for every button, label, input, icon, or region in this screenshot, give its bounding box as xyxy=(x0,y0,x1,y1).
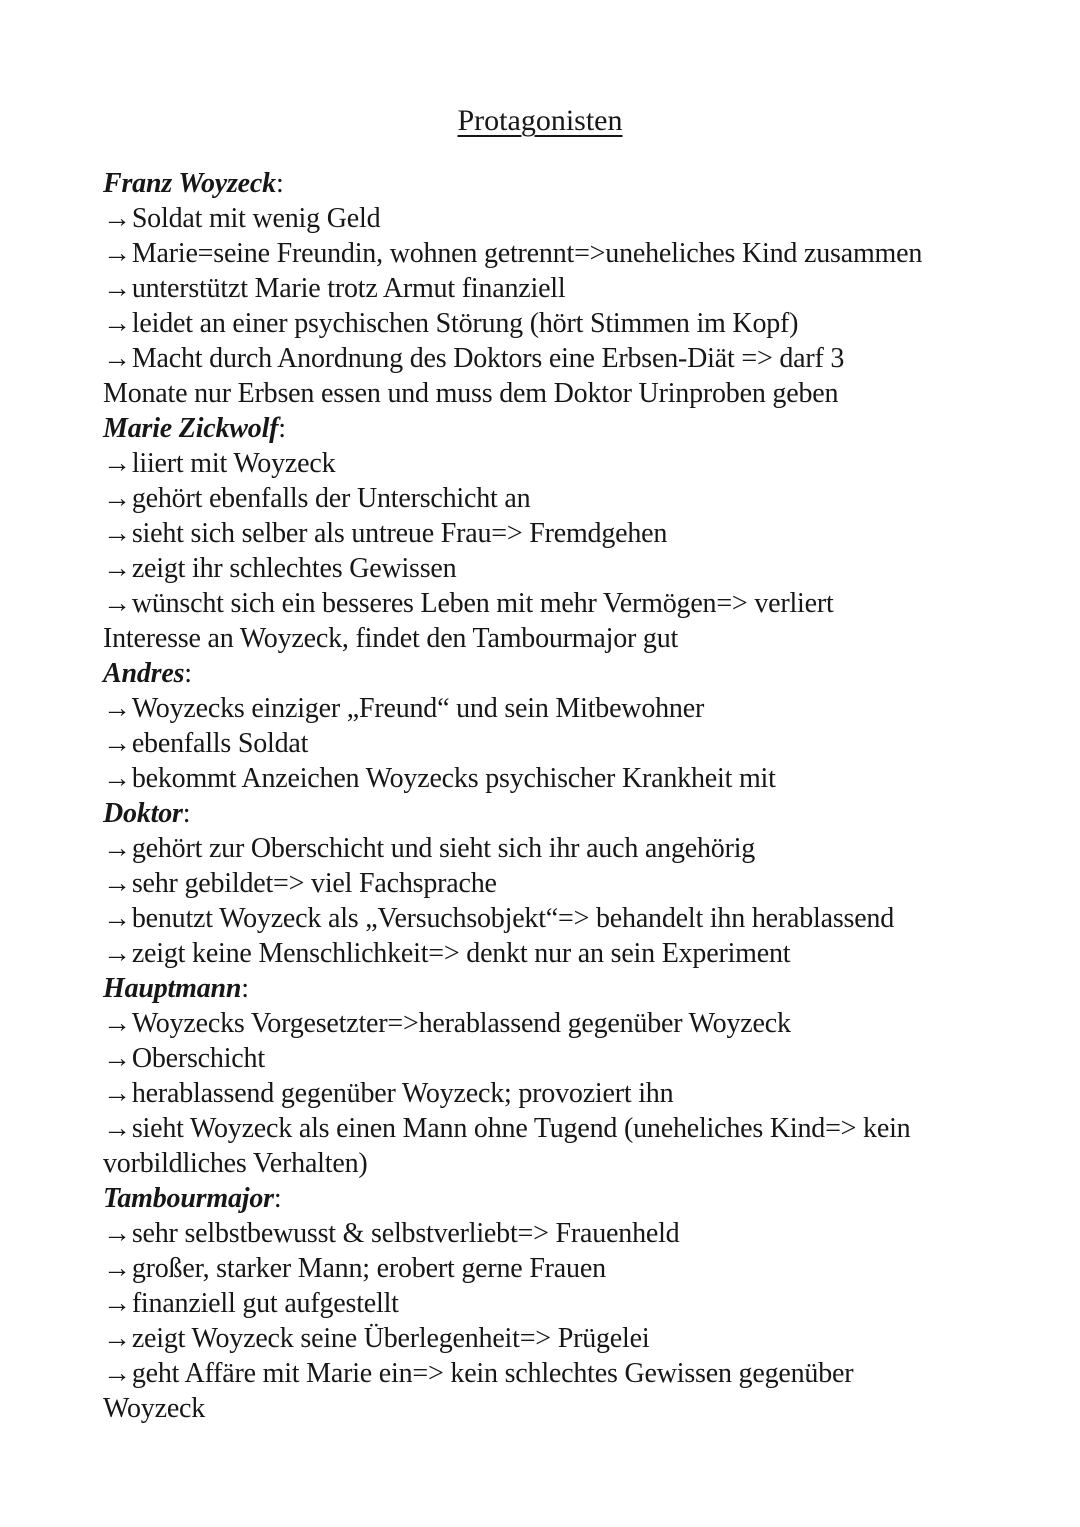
bullet-item xyxy=(103,1286,977,1321)
bullet-text: vorbildliches Verhalten) xyxy=(103,1148,368,1179)
arrow-icon: → xyxy=(103,343,131,374)
section-name: Hauptmann xyxy=(103,973,242,1004)
bullet-text: liiert mit Woyzeck xyxy=(131,448,336,479)
arrow-icon: → xyxy=(103,1218,131,1249)
bullet-text: Woyzecks einziger „Freund“ und sein Mitbewohner xyxy=(131,693,705,724)
bullet-text: bekommt Anzeichen Woyzecks psychischer Krankheit mit xyxy=(131,763,776,794)
arrow-icon: → xyxy=(103,1043,131,1074)
section-colon: : xyxy=(273,1183,282,1214)
bullet-item xyxy=(103,236,977,271)
section-heading-marie-zickwolf xyxy=(103,411,977,446)
arrow-icon: → xyxy=(103,833,131,864)
arrow-icon: → xyxy=(103,868,131,899)
arrow-icon: → xyxy=(103,448,131,479)
section-heading-hauptmann xyxy=(103,971,977,1006)
bullet-first-line xyxy=(103,1216,977,1251)
bullet-first-line xyxy=(103,201,977,236)
bullet-text: gehört ebenfalls der Unterschicht an xyxy=(131,483,531,514)
bullet-first-line xyxy=(103,1356,977,1391)
bullet-item xyxy=(103,306,977,341)
bullet-text: sieht sich selber als untreue Frau=> Fremdgehen xyxy=(131,518,668,549)
bullet-text: wünscht sich ein besseres Leben mit mehr Vermögen=> verliert xyxy=(131,588,834,619)
bullet-item xyxy=(103,691,977,726)
bullet-text: gehört zur Oberschicht und sieht sich ihr auch angehörig xyxy=(131,833,756,864)
bullet-item xyxy=(103,761,977,796)
bullet-text: Woyzeck xyxy=(103,1393,206,1424)
bullet-first-line xyxy=(103,446,977,481)
bullet-text: Interesse an Woyzeck, findet den Tambourmajor gut xyxy=(103,623,679,654)
bullet-item xyxy=(103,1356,977,1426)
bullet-first-line xyxy=(103,516,977,551)
bullet-text: sieht Woyzeck als einen Mann ohne Tugend (uneheliches Kind=> kein xyxy=(131,1113,911,1144)
arrow-icon: → xyxy=(103,203,131,234)
bullet-first-line xyxy=(103,831,977,866)
bullet-text: Monate nur Erbsen essen und muss dem Doktor Urinproben geben xyxy=(103,378,839,409)
bullet-item xyxy=(103,446,977,481)
bullet-text: zeigt Woyzeck seine Überlegenheit=> Prügelei xyxy=(131,1323,650,1354)
bullet-text: sehr selbstbewusst & selbstverliebt=> Frauenheld xyxy=(131,1218,680,1249)
section-name: Tambourmajor xyxy=(103,1183,274,1214)
bullet-item xyxy=(103,481,977,516)
bullet-item xyxy=(103,586,977,656)
bullet-continuation-line xyxy=(103,376,977,411)
bullet-first-line xyxy=(103,551,977,586)
bullet-first-line xyxy=(103,306,977,341)
section-name: Marie Zickwolf xyxy=(103,413,279,444)
bullet-text: geht Affäre mit Marie ein=> kein schlechtes Gewissen gegenüber xyxy=(131,1358,854,1389)
bullet-item xyxy=(103,341,977,411)
bullet-item xyxy=(103,271,977,306)
bullet-text: herablassend gegenüber Woyzeck; provoziert ihn xyxy=(131,1078,674,1109)
arrow-icon: → xyxy=(103,1253,131,1284)
bullet-first-line xyxy=(103,866,977,901)
arrow-icon: → xyxy=(103,1113,131,1144)
bullet-first-line xyxy=(103,341,977,376)
bullet-text: Marie=seine Freundin, wohnen getrennt=>uneheliches Kind zusammen xyxy=(131,238,923,269)
arrow-icon: → xyxy=(103,1288,131,1319)
bullet-first-line xyxy=(103,691,977,726)
section-colon: : xyxy=(184,658,192,689)
bullet-first-line xyxy=(103,271,977,306)
bullet-first-line xyxy=(103,1251,977,1286)
bullet-text: benutzt Woyzeck als „Versuchsobjekt“=> behandelt ihn herablassend xyxy=(131,903,895,934)
section-heading-tambourmajor xyxy=(103,1181,977,1216)
arrow-icon: → xyxy=(103,693,131,724)
bullet-first-line xyxy=(103,1006,977,1041)
bullet-item xyxy=(103,831,977,866)
bullet-item xyxy=(103,1111,977,1181)
section-colon: : xyxy=(241,973,249,1004)
bullet-first-line xyxy=(103,936,977,971)
bullet-item xyxy=(103,1321,977,1356)
section-heading-franz-woyzeck xyxy=(103,166,977,201)
bullet-first-line xyxy=(103,1321,977,1356)
bullet-item xyxy=(103,201,977,236)
arrow-icon: → xyxy=(103,1008,131,1039)
bullet-item xyxy=(103,1041,977,1076)
section-heading-doktor xyxy=(103,796,977,831)
bullet-item xyxy=(103,1006,977,1041)
bullet-first-line xyxy=(103,586,977,621)
arrow-icon: → xyxy=(103,1078,131,1109)
bullet-text: Soldat mit wenig Geld xyxy=(131,203,381,234)
arrow-icon: → xyxy=(103,1323,131,1354)
bullet-first-line xyxy=(103,1286,977,1321)
document-body xyxy=(103,166,977,1426)
bullet-item xyxy=(103,866,977,901)
arrow-icon: → xyxy=(103,518,131,549)
arrow-icon: → xyxy=(103,553,131,584)
bullet-continuation-line xyxy=(103,1146,977,1181)
bullet-item xyxy=(103,551,977,586)
bullet-item xyxy=(103,516,977,551)
bullet-text: unterstützt Marie trotz Armut finanziell xyxy=(131,273,566,304)
bullet-item xyxy=(103,1216,977,1251)
bullet-item xyxy=(103,1076,977,1111)
arrow-icon: → xyxy=(103,273,131,304)
arrow-icon: → xyxy=(103,308,131,339)
bullet-text: großer, starker Mann; erobert gerne Frauen xyxy=(131,1253,606,1284)
bullet-text: zeigt keine Menschlichkeit=> denkt nur an sein Experiment xyxy=(131,938,791,969)
bullet-first-line xyxy=(103,1111,977,1146)
arrow-icon: → xyxy=(103,238,131,269)
section-colon: : xyxy=(278,413,286,444)
bullet-item xyxy=(103,1251,977,1286)
section-name: Andres xyxy=(103,658,185,689)
bullet-text: sehr gebildet=> viel Fachsprache xyxy=(131,868,497,899)
bullet-text: leidet an einer psychischen Störung (hört Stimmen im Kopf) xyxy=(131,308,799,339)
bullet-text: Oberschicht xyxy=(131,1043,265,1074)
arrow-icon: → xyxy=(103,588,131,619)
arrow-icon: → xyxy=(103,1358,131,1389)
page-title xyxy=(103,102,977,139)
bullet-item xyxy=(103,936,977,971)
bullet-text: zeigt ihr schlechtes Gewissen xyxy=(131,553,457,584)
arrow-icon: → xyxy=(103,728,131,759)
bullet-first-line xyxy=(103,481,977,516)
bullet-first-line xyxy=(103,761,977,796)
section-name: Doktor xyxy=(103,798,183,829)
bullet-first-line xyxy=(103,236,977,271)
bullet-text: finanziell gut aufgestellt xyxy=(131,1288,399,1319)
page-title-text: Protagonisten xyxy=(457,104,623,137)
section-name: Franz Woyzeck xyxy=(103,168,276,199)
bullet-first-line xyxy=(103,1041,977,1076)
bullet-text: Macht durch Anordnung des Doktors eine Erbsen-Diät => darf 3 xyxy=(131,343,845,374)
arrow-icon: → xyxy=(103,938,131,969)
bullet-first-line xyxy=(103,726,977,761)
bullet-item xyxy=(103,726,977,761)
arrow-icon: → xyxy=(103,483,131,514)
arrow-icon: → xyxy=(103,903,131,934)
section-heading-andres xyxy=(103,656,977,691)
bullet-first-line xyxy=(103,1076,977,1111)
bullet-text: ebenfalls Soldat xyxy=(131,728,309,759)
arrow-icon: → xyxy=(103,763,131,794)
bullet-first-line xyxy=(103,901,977,936)
section-colon: : xyxy=(182,798,191,829)
section-colon: : xyxy=(275,168,284,199)
bullet-item xyxy=(103,901,977,936)
bullet-continuation-line xyxy=(103,1391,977,1426)
bullet-text: Woyzecks Vorgesetzter=>herablassend gegenüber Woyzeck xyxy=(131,1008,791,1039)
bullet-continuation-line xyxy=(103,621,977,656)
